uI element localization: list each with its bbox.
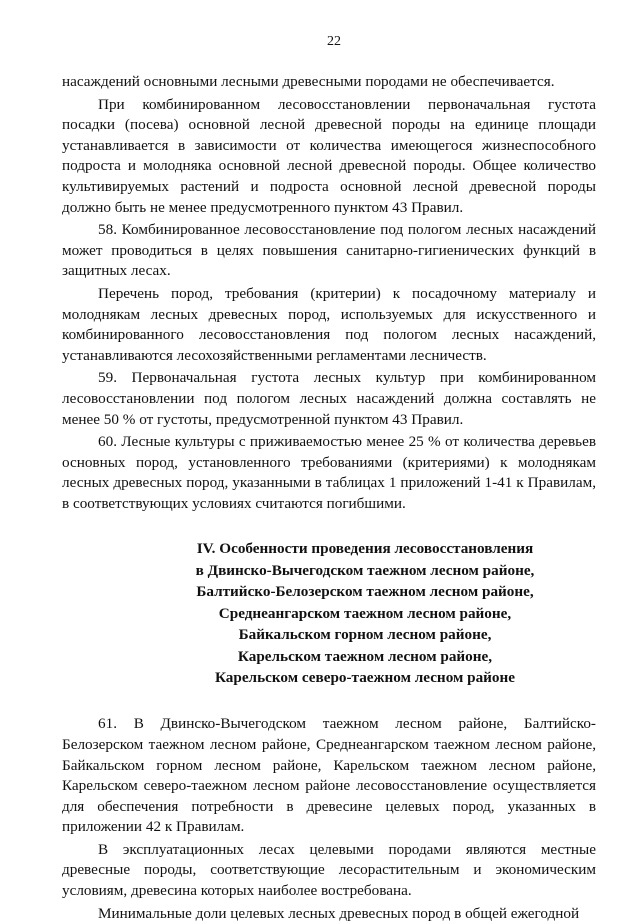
paragraph-minimal-shares: Минимальные доли целевых лесных древесных пород в общей ежегодной [98,904,580,922]
paragraph-target-species: В эксплуатационных лесах целевыми породами являются местные древесные породы, соответствующие лесорастительным и экономическим условиям, древесина которых наиболее востребована. [62,840,596,900]
body-bottom [62,714,596,924]
body-top [62,72,596,514]
heading-line: Среднеангарском таежном лесном районе, [218,604,512,622]
heading-line: Байкальском горном лесном районе, [238,626,492,644]
paragraph-combined-reforestation: При комбинированном лесовосстановлении первоначальная густота посадки (посева) основной лесной древесной породы на единице площади устанавливается в зависимости от количества имеющегося жизнеспособного подроста и молодняка основной лесной древесной породы. Общее количество культивируемых растений и подроста основной лесной древесной породы должно быть не менее предусмотренного пунктом 43 Правил. [62,95,596,216]
paragraph-61: 61. В Двинско-Вычегодском таежном лесном районе, Балтийско-Белозерском таежном лесном районе, Среднеангарском таежном лесном районе, Байкальском горном лесном районе, Карельском таежном лесном районе, Карельском северо-таежном лесном районе лесовосстановление осуществляется для обеспечения потребности в древесине целевых пород, указанных в приложении 42 к Правилам. [62,715,596,836]
heading-line: Карельском таежном лесном районе, [237,647,493,665]
paragraph-58: 58. Комбинированное лесовосстановление под пологом лесных насаждений может проводиться в целях повышения санитарно-гигиенических функций в защитных лесах. [62,221,596,280]
page-number: 22 [327,34,341,49]
paragraph-59: 59. Первоначальная густота лесных культур при комбинированном лесовосстановлении под пологом лесных насаждений должна составлять не менее 50 % от густоты, предусмотренной пунктом 43 Правил. [62,369,596,428]
section-heading [62,538,596,688]
heading-line: Балтийско-Белозерском таежном лесном районе, [196,583,534,601]
paragraph-species-list: Перечень пород, требования (критерии) к посадочному материалу и молоднякам лесных древесных пород, используемых для искусственного и комбинированного лесовосстановления под пологом лесных насаждений, устанавливаются лесохозяйственными регламентами лесничеств. [62,284,596,364]
paragraph-continuation: насаждений основными лесными древесными породами не обеспечивается. [62,73,555,90]
paragraph-60: 60. Лесные культуры с приживаемостью менее 25 % от количества деревьев основных пород, установленного требованиями (критериями) к молоднякам лесных древесных пород, указанными в таблицах 1 приложений 1-41 к Правилам, в соответствующих условиях считаются погибшими. [62,433,596,512]
heading-line: Карельском северо-таежном лесном районе [214,668,516,686]
heading-line: IV. Особенности проведения лесовосстановления [196,540,534,558]
heading-line: в Двинско-Вычегодском таежном лесном районе, [195,561,535,579]
